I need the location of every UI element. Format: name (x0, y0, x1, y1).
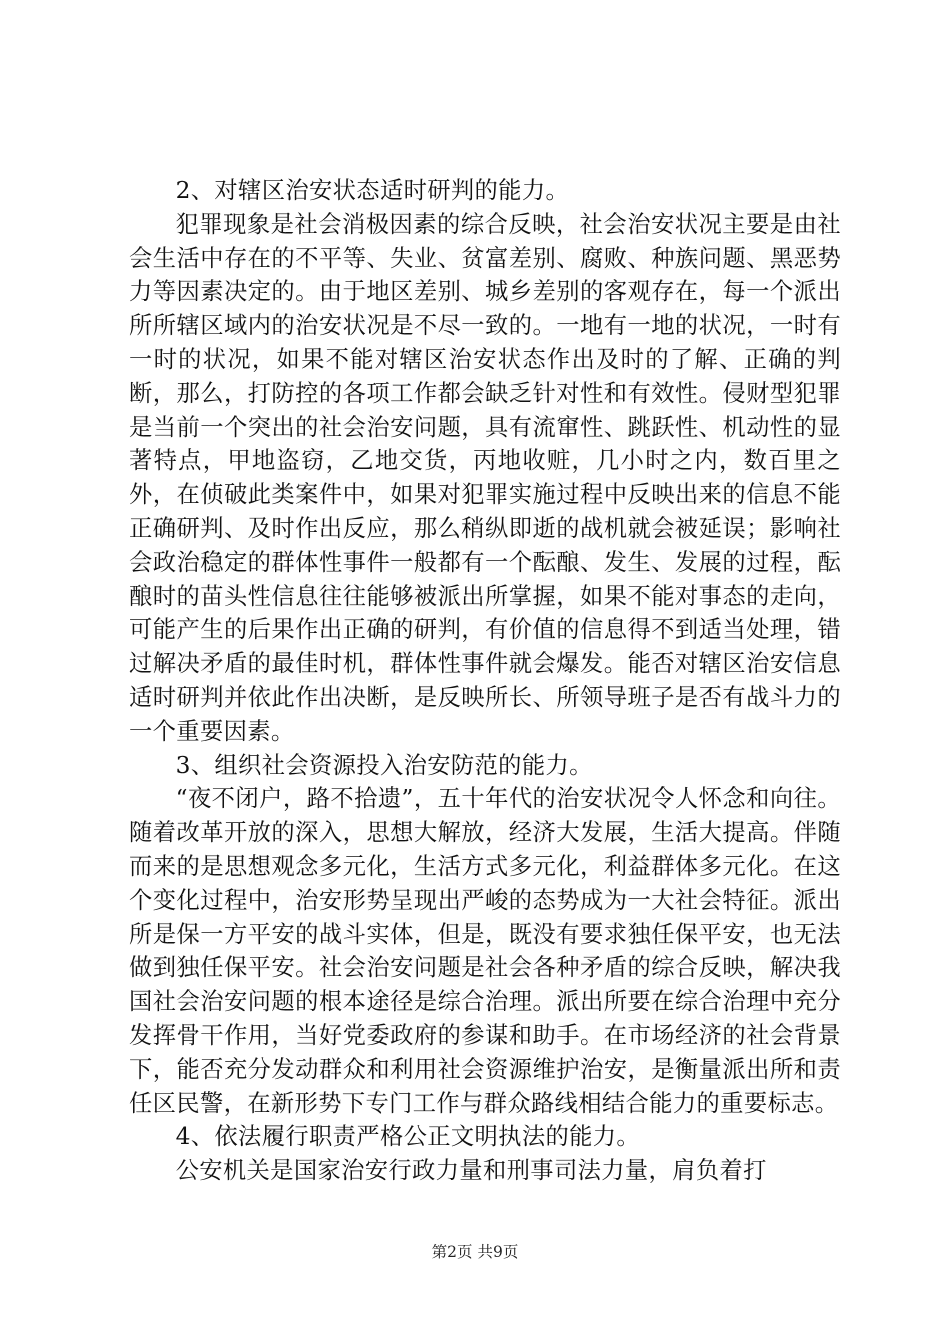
document-body (129, 174, 841, 1188)
page-number: 第2页 共9页 (431, 1243, 519, 1261)
section-heading-4: 4、依法履行职责严格公正文明执法的能力。 (175, 1123, 641, 1151)
section-heading-2: 2、对辖区治安状态适时研判的能力。 (175, 177, 570, 204)
paragraph: “夜不闭户，路不拾遗”，五十年代的治安状况令人怀念和向往。随着改革开放的深入，思想大解放，经济大发展，生活大提高。伴随而来的是思想观念多元化，生活方式多元化，利益群体多元化。在这个变化过程中，治安形势呈现出严峻的态势成为一大社会特征。派出所是保一方平安的战斗实体，但是，既没有要求独任保平安，也无法做到独任保平安。社会治安问题是社会各种矛盾的综合反映，解决我国社会治安问题的根本途径是综合治理。派出所要在综合治理中充分发挥骨干作用，当好党委政府的参谋和助手。在市场经济的社会背景下，能否充分发动群众和利用社会资源维护治安，是衡量派出所和责任区民警，在新形势下专门工作与群众路线相结合能力的重要标志。 (129, 785, 841, 1117)
paragraph: 公安机关是国家治安行政力量和刑事司法力量，肩负着打 (175, 1157, 767, 1185)
paragraph: 犯罪现象是社会消极因素的综合反映，社会治安状况主要是由社会生活中存在的不平等、失业、贫富差别、腐败、种族问题、黑恶势力等因素决定的。由于地区差别、城乡差别的客观存在，每一个派出所所辖区域内的治安状况是不尽一致的。一地有一地的状况，一时有一时的状况，如果不能对辖区治安状态作出及时的了解、正确的判断，那么，打防控的各项工作都会缺乏针对性和有效性。侵财型犯罪是当前一个突出的社会治安问题，具有流窜性、跳跃性、机动性的显著特点，甲地盗窃，乙地交货，丙地收赃，几小时之内，数百里之外，在侦破此类案件中，如果对犯罪实施过程中反映出来的信息不能正确研判、及时作出反应，那么稍纵即逝的战机就会被延误；影响社会政治稳定的群体性事件一般都有一个酝酿、发生、发展的过程，酝酿时的苗头性信息往往能够被派出所掌握，如果不能对事态的走向，可能产生的后果作出正确的研判，有价值的信息得不到适当处理，错过解决矛盾的最佳时机，群体性事件就会爆发。能否对辖区治安信息适时研判并依此作出决断，是反映所长、所领导班子是否有战斗力的一个重要因素。 (129, 210, 841, 745)
section-heading-3: 3、组织社会资源投入治安防范的能力。 (175, 751, 593, 779)
